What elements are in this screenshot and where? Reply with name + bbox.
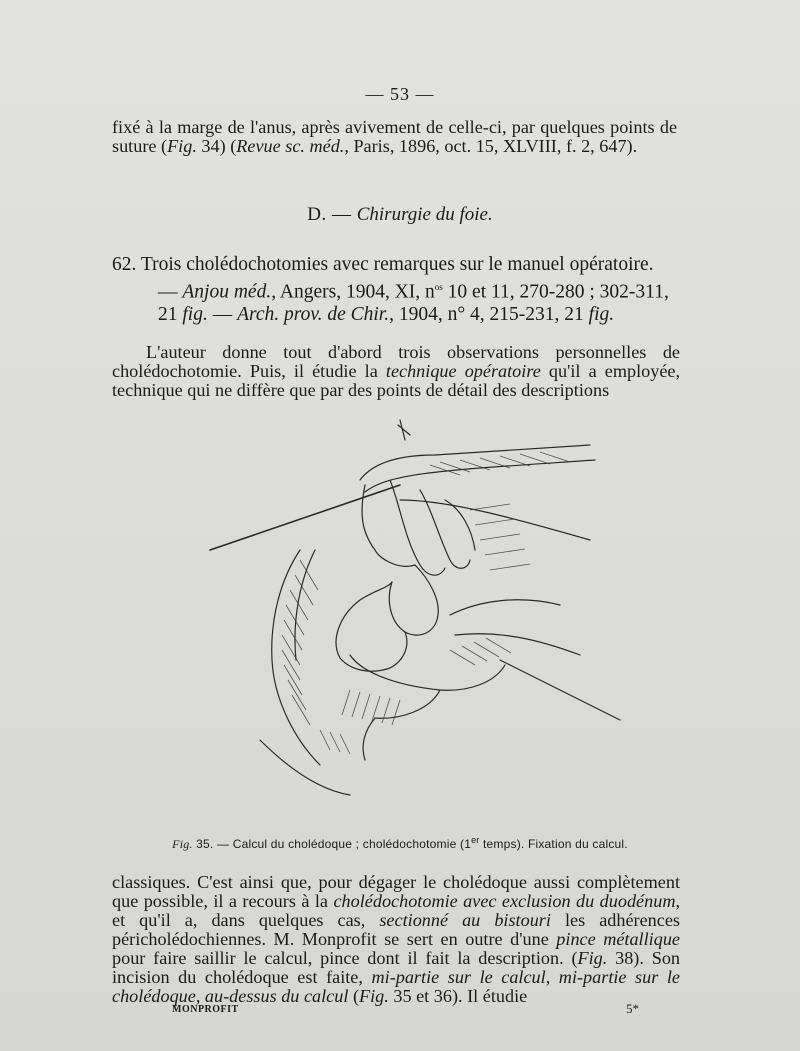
footer-author: MONPROFIT bbox=[172, 1004, 239, 1015]
page-number: — 53 — bbox=[365, 84, 435, 104]
journal-title: Arch. prov. de Chir. bbox=[237, 303, 390, 325]
emphasis: Fig. bbox=[359, 986, 389, 1006]
entry-title: 62. Trois cholédochotomies avec remarques sur le manuel opératoire. bbox=[112, 254, 654, 275]
superscript: er bbox=[471, 835, 480, 845]
section-heading bbox=[0, 204, 800, 226]
superscript: os bbox=[434, 282, 443, 292]
text-run: 38). Son incision du cholédoque est faite, bbox=[112, 948, 681, 987]
middle-paragraph bbox=[112, 343, 680, 400]
journal-title: Anjou méd. bbox=[182, 281, 272, 303]
bibliography-entry bbox=[112, 254, 680, 326]
entry-citation-line-1 bbox=[112, 276, 680, 304]
text-run: 10 et 11, 270-280 ; 302-311, bbox=[442, 281, 669, 303]
text-run: les adhérences péricholédochiennes. M. Monprofit se sert en outre d'une bbox=[112, 910, 680, 949]
text-run: , Paris, 1896, oct. 15, XLVIII, f. 2, 647). bbox=[344, 136, 638, 156]
figure-caption bbox=[0, 835, 800, 852]
emphasis: sectionné au bistouri bbox=[379, 910, 551, 930]
text-run: — bbox=[207, 303, 238, 325]
text-run: — bbox=[158, 281, 183, 303]
text-run: de suture ( bbox=[112, 117, 678, 156]
figure-label: Fig. bbox=[172, 837, 193, 851]
text-run: , et qu'il a, dans quelques cas, bbox=[112, 891, 680, 930]
text-run: classiques. C'est ainsi que, pour dégager le cholédoque aussi complètement que possible, il a recours à la bbox=[112, 872, 680, 911]
text-run: L'auteur donne tout d'abord trois observations personnelles de cholédochotomie. Puis, il étudie la bbox=[112, 342, 680, 381]
figure-reference: Fig. bbox=[167, 136, 197, 156]
surgical-illustration bbox=[200, 400, 630, 830]
figure-abbrev: fig. bbox=[182, 303, 208, 325]
text-run: 35 et 36). Il étudie bbox=[388, 986, 528, 1006]
emphasis: mi-partie sur le calcul, mi-partie sur le cholédoque, au-dessus du calcul bbox=[112, 967, 680, 1006]
top-paragraph bbox=[112, 118, 677, 156]
footer-signature-mark: 5* bbox=[626, 1001, 639, 1016]
text-run: , Angers, 1904, XI, n bbox=[271, 281, 435, 303]
text-run: pour faire saillir le calcul, pince dont il fait la description. ( bbox=[112, 948, 578, 968]
text-run: 21 bbox=[158, 303, 183, 325]
text-run: 34) ( bbox=[196, 136, 237, 156]
emphasis: pince métallique bbox=[556, 929, 680, 949]
journal-title: Revue sc. méd. bbox=[236, 136, 345, 156]
entry-citation-line-2 bbox=[112, 304, 680, 326]
text-run: , 1904, n° 4, 215-231, 21 bbox=[389, 303, 589, 325]
text-run: temps). Fixation du calcul. bbox=[479, 837, 628, 851]
bottom-paragraph bbox=[112, 873, 680, 1006]
text-run: fixé à la marge de l'anus, après avivement de celle-ci, par quelques points bbox=[112, 117, 655, 137]
figure-abbrev: fig. bbox=[588, 303, 615, 325]
emphasis: technique opératoire bbox=[385, 361, 541, 381]
text-run: ( bbox=[348, 986, 359, 1006]
emphasis: cholédochotomie avec exclusion du duodénum bbox=[333, 891, 676, 911]
section-letter: D. — bbox=[307, 204, 352, 225]
section-title: Chirurgie du foie. bbox=[356, 204, 493, 225]
emphasis: Fig. bbox=[577, 948, 608, 968]
text-run: 35. — Calcul du cholédoque ; cholédochotomie (1 bbox=[192, 837, 472, 851]
text-run: qu'il a employée, technique qui ne diffère que par des points de détail des descriptions bbox=[112, 361, 681, 400]
